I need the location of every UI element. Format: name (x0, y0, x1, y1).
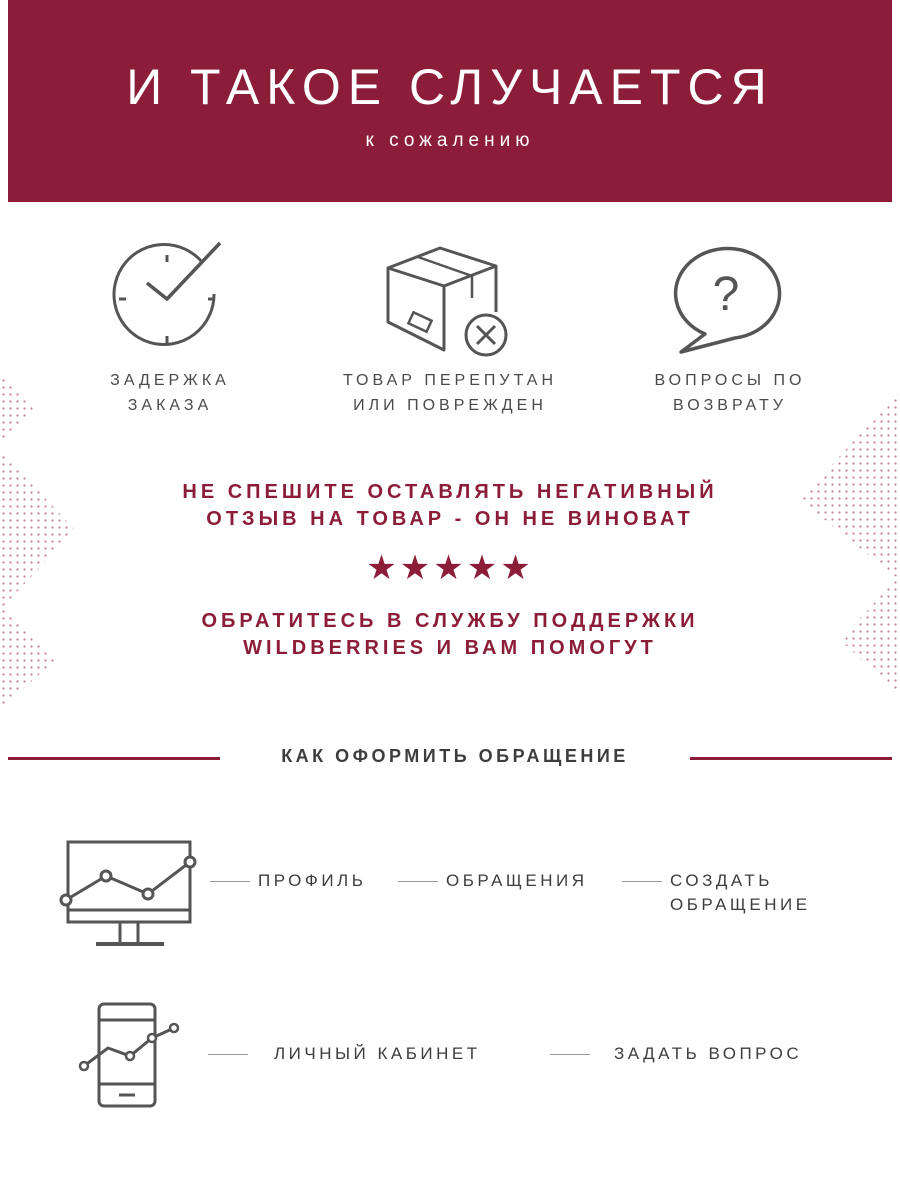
step-create-request (670, 869, 811, 917)
step-connector (550, 1054, 590, 1055)
step-profile: ПРОФИЛЬ (258, 871, 367, 890)
how-to-title: КАК ОФОРМИТЬ ОБРАЩЕНИЕ (281, 746, 629, 766)
caption-line: ЗАДЕРЖКА (110, 372, 230, 389)
caption-line: ВОПРОСЫ ПО (654, 372, 806, 389)
page-subtitle: к сожалению (365, 130, 535, 151)
page-title: И ТАКОЕ СЛУЧАЕТСЯ (126, 59, 774, 115)
clock-check-icon (110, 238, 230, 348)
damaged-box-icon (380, 240, 520, 360)
problem-caption-return (620, 368, 840, 418)
caption-line: ЗАКАЗА (127, 397, 213, 414)
problem-caption-delay (80, 368, 260, 418)
step-connector (210, 881, 250, 882)
svg-text:?: ? (712, 268, 740, 321)
caption-line: ВОЗВРАТУ (673, 397, 787, 414)
phone-chart-icon (74, 1000, 184, 1112)
problem-caption-damaged (300, 368, 600, 418)
step-ask-question: ЗАДАТЬ ВОПРОС (614, 1044, 803, 1063)
support-line-1: ОБРАТИТЕСЬ В СЛУЖБУ ПОДДЕРЖКИ (201, 610, 699, 632)
question-bubble-icon (665, 244, 790, 359)
rating-stars: ★★★★★ (366, 549, 534, 587)
caption-line: ИЛИ ПОВРЕЖДЕН (353, 397, 547, 414)
step-connector (398, 881, 438, 882)
step-create-line: ОБРАЩЕНИЕ (670, 895, 811, 914)
header-banner (8, 0, 892, 202)
divider-right (690, 757, 892, 760)
advice-line-2: ОТЗЫВ НА ТОВАР - ОН НЕ ВИНОВАТ (206, 508, 694, 530)
support-line-2: WILDBERRIES И ВАМ ПОМОГУТ (243, 637, 657, 659)
divider-left (8, 757, 220, 760)
caption-line: ТОВАР ПЕРЕПУТАН (342, 372, 558, 389)
step-connector (208, 1054, 248, 1055)
monitor-chart-icon (56, 838, 204, 950)
step-connector (622, 881, 662, 882)
step-requests: ОБРАЩЕНИЯ (446, 871, 588, 890)
step-personal-account: ЛИЧНЫЙ КАБИНЕТ (274, 1044, 481, 1063)
advice-line-1: НЕ СПЕШИТЕ ОСТАВЛЯТЬ НЕГАТИВНЫЙ (182, 481, 718, 503)
step-create-line: СОЗДАТЬ (670, 871, 773, 890)
